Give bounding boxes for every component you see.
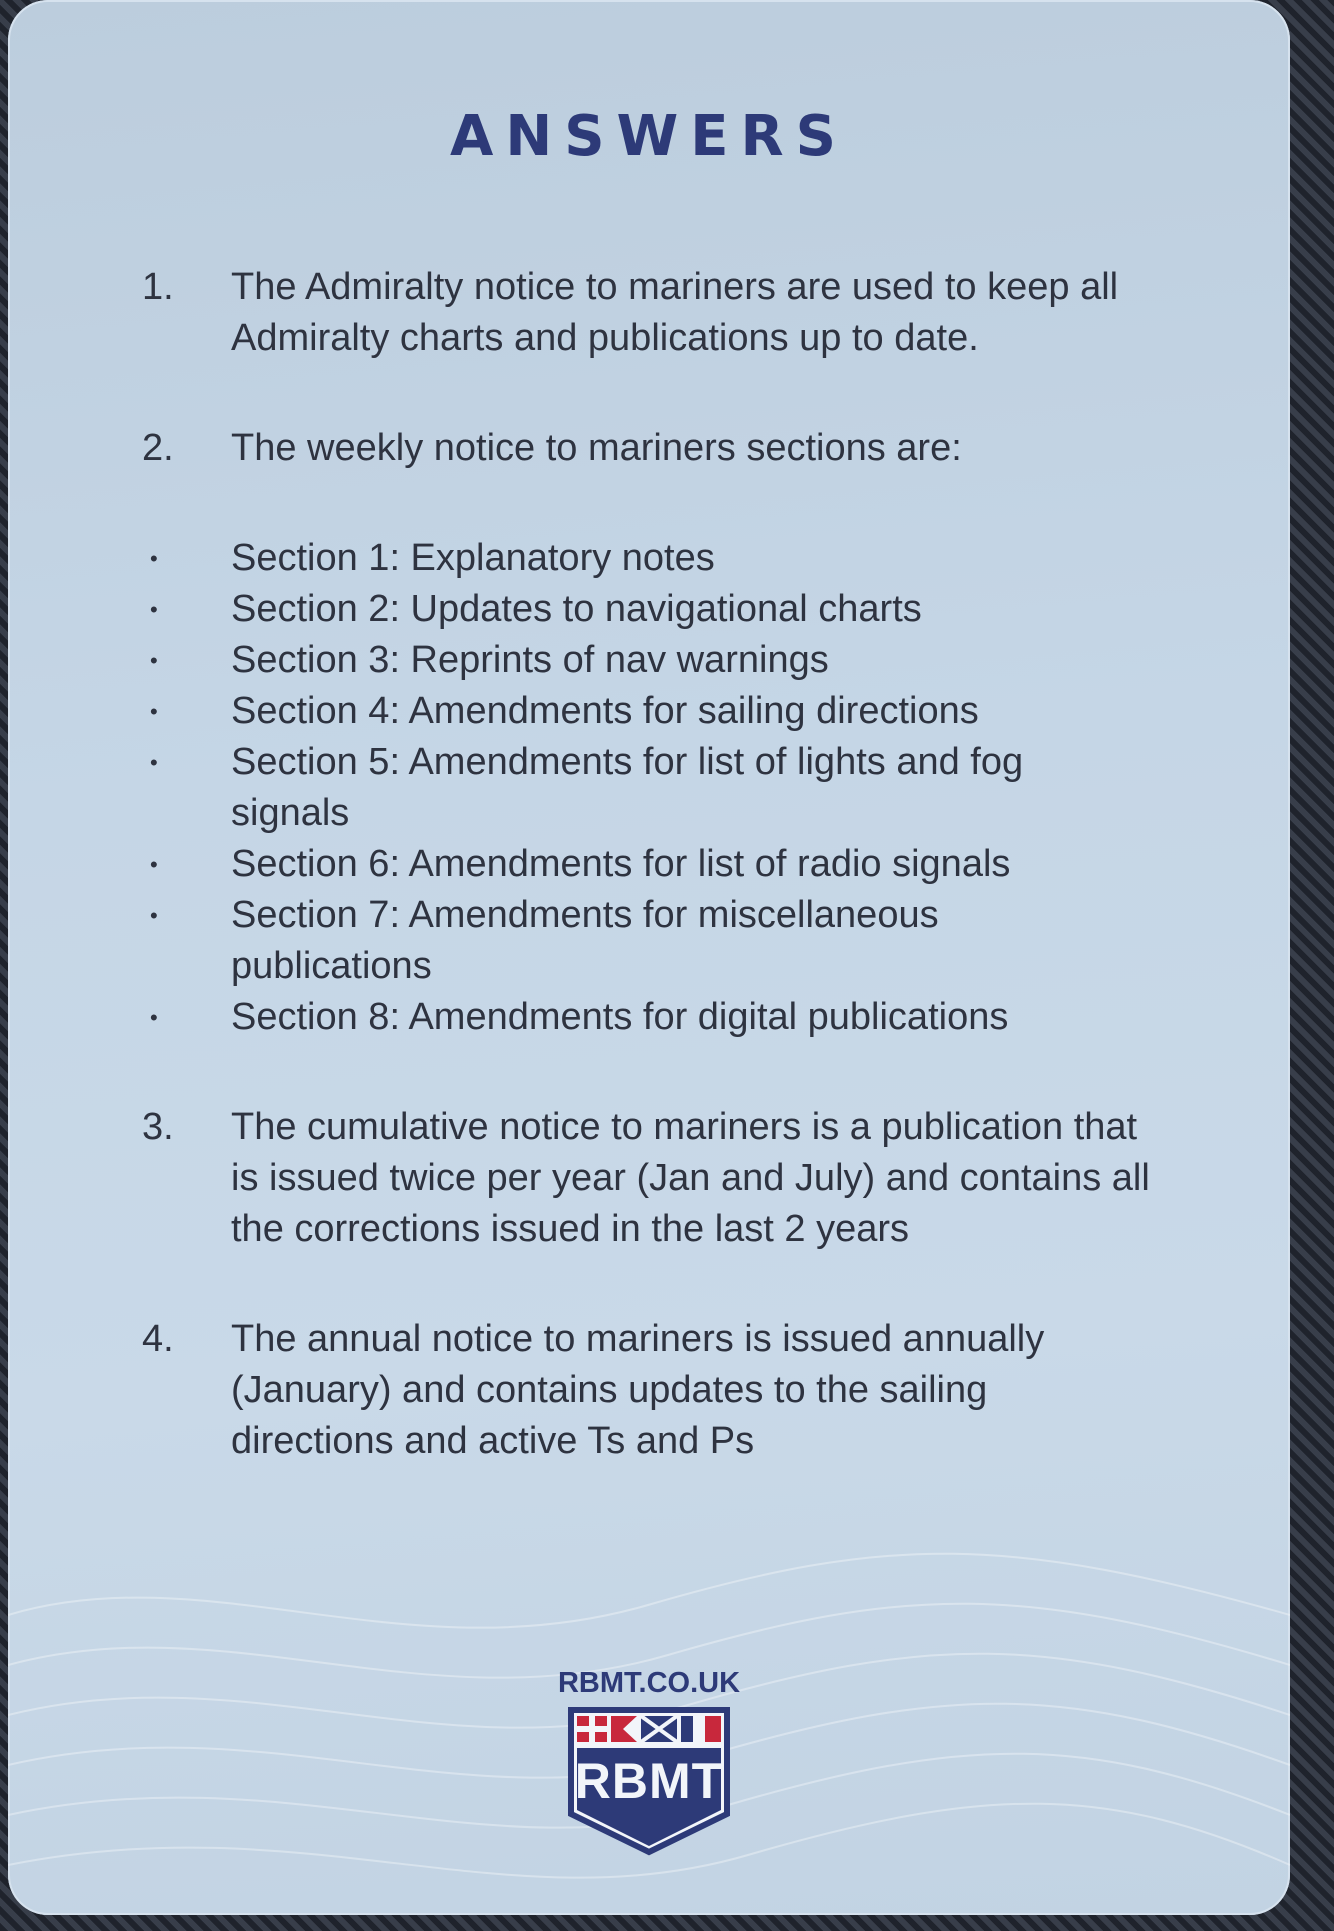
answer-number: 1. <box>142 266 174 308</box>
section-item <box>142 533 1182 584</box>
section-text: Section 3: Reprints of nav warnings <box>231 639 829 681</box>
answer-text: The cumulative notice to mariners is a publication that is issued twice per year (Jan and July) and contains all the corrections issued in the last 2 years <box>231 1106 1150 1250</box>
section-text: Section 4: Amendments for sailing directions <box>231 690 979 732</box>
answer-text: The annual notice to mariners is issued annually (January) and contains updates to the sailing directions and active Ts and Ps <box>231 1318 1045 1462</box>
section-item <box>142 737 1182 839</box>
section-text: Section 7: Amendments for miscellaneous publications <box>231 894 939 987</box>
answer-text: The Admiralty notice to mariners are used to keep all Admiralty charts and publications up to date. <box>231 266 1119 359</box>
bullet-point: • <box>150 1005 158 1030</box>
section-text: Section 1: Explanatory notes <box>231 537 715 579</box>
section-item <box>142 890 1182 992</box>
answers-list <box>142 262 1182 1467</box>
answer-2 <box>142 423 1182 474</box>
answer-3 <box>142 1102 1182 1255</box>
bullet-point: • <box>150 903 158 928</box>
bullet-point: • <box>150 750 158 775</box>
answer-1 <box>142 262 1182 364</box>
bullet-point: • <box>150 852 158 877</box>
bullet-point: • <box>150 546 158 571</box>
section-text: Section 2: Updates to navigational charts <box>231 588 922 630</box>
sections-list <box>142 533 1182 1043</box>
bullet-point: • <box>150 597 158 622</box>
answer-4 <box>142 1314 1182 1467</box>
website-link-text: RBMT.CO.UK <box>557 1667 741 1699</box>
section-text: Section 8: Amendments for digital publications <box>231 996 1009 1038</box>
section-text: Section 5: Amendments for list of lights and fog signals <box>231 741 1024 834</box>
bullet-point: • <box>150 648 158 673</box>
answer-number: 3. <box>142 1106 174 1148</box>
rbmt-shield-logo-icon <box>567 1706 731 1856</box>
section-item <box>142 584 1182 635</box>
answer-number: 2. <box>142 427 174 469</box>
section-item <box>142 686 1182 737</box>
answer-card <box>8 0 1290 1915</box>
section-text: Section 6: Amendments for list of radio signals <box>231 843 1011 885</box>
answer-text: The weekly notice to mariners sections are: <box>231 427 962 469</box>
card-title: ANSWERS <box>449 104 848 169</box>
bullet-point: • <box>150 699 158 724</box>
card-footer <box>8 1667 1290 1856</box>
answer-number: 4. <box>142 1318 174 1360</box>
logo-lettering: RBMT <box>574 1753 724 1809</box>
section-item <box>142 839 1182 890</box>
section-item <box>142 992 1182 1043</box>
section-item <box>142 635 1182 686</box>
